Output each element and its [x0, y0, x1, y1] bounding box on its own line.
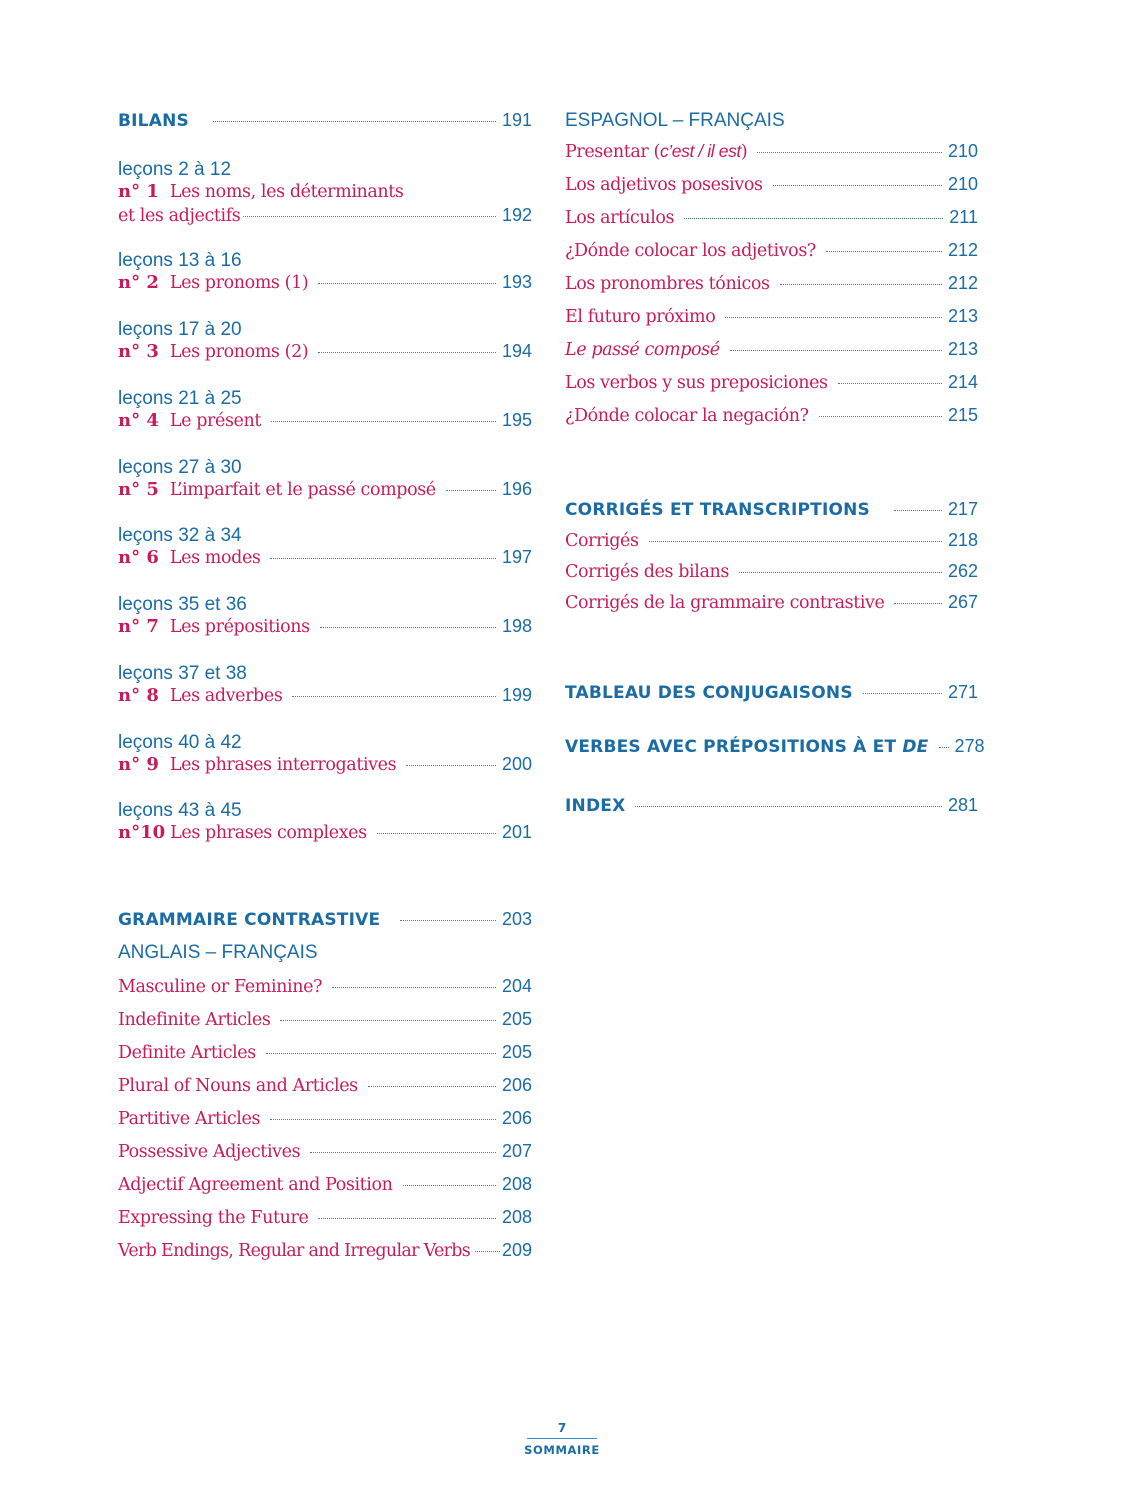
- page-number: 213: [947, 339, 978, 359]
- entry-label: Les noms, les déterminants: [169, 182, 404, 202]
- dot-leader: [757, 152, 942, 153]
- entry-label: Los pronombres tónicos: [565, 274, 770, 294]
- dot-leader: [318, 283, 496, 284]
- section-title: INDEX: [565, 796, 626, 816]
- page-number: 210: [947, 174, 978, 194]
- entry-label: Les pronoms (1): [169, 273, 309, 293]
- dot-leader: [400, 920, 496, 921]
- page-number: 212: [947, 240, 978, 260]
- entry-label: Expressing the Future: [118, 1208, 309, 1228]
- toc-entry[interactable]: [565, 561, 978, 592]
- entry-label: L’imparfait et le passé composé: [169, 480, 436, 500]
- page-number: 208: [501, 1207, 532, 1227]
- page-number: 281: [947, 795, 978, 815]
- toc-entry-bilan-4[interactable]: [118, 388, 532, 434]
- entry-label-text: ): [740, 142, 748, 162]
- section-title-italic: DE: [902, 737, 929, 757]
- entry-label: Les modes: [169, 548, 261, 568]
- dot-leader: [894, 510, 942, 511]
- toc-entry[interactable]: [118, 1207, 532, 1240]
- page-number: 214: [947, 372, 978, 392]
- lecons-range: leçons 43 à 45: [118, 800, 242, 821]
- dot-leader: [332, 987, 496, 988]
- entry-label-continued: et les adjectifs: [118, 206, 241, 226]
- bilan-number: n° 2: [118, 272, 159, 293]
- page-number: 191: [501, 110, 532, 130]
- page-number: 198: [501, 616, 532, 636]
- section-title: GRAMMAIRE CONTRASTIVE: [118, 910, 381, 930]
- entry-label: Los adjetivos posesivos: [565, 175, 763, 195]
- subsection-title: ANGLAIS – FRANÇAIS: [118, 942, 318, 963]
- lecons-range: leçons 13 à 16: [118, 250, 242, 271]
- toc-section-index[interactable]: [565, 795, 978, 828]
- toc-entry[interactable]: [565, 273, 978, 306]
- lecons-range: leçons 21 à 25: [118, 388, 242, 409]
- toc-entry[interactable]: [118, 1240, 532, 1273]
- lecons-range: leçons 27 à 30: [118, 457, 242, 478]
- page-number: 209: [501, 1240, 532, 1260]
- bilan-number: n° 4: [118, 410, 159, 431]
- page-number: 204: [501, 976, 532, 996]
- toc-section-bilans[interactable]: [118, 110, 532, 143]
- page-number: 208: [501, 1174, 532, 1194]
- dot-leader: [446, 490, 496, 491]
- dot-leader: [280, 1020, 496, 1021]
- entry-label: Le présent: [169, 411, 261, 431]
- dot-leader: [894, 603, 941, 604]
- page-number: 278: [954, 736, 985, 756]
- section-title-text: VERBES AVEC PRÉPOSITIONS À ET: [565, 737, 903, 757]
- toc-entry[interactable]: [118, 976, 532, 1009]
- entry-label: Les pronoms (2): [169, 342, 309, 362]
- bilan-number: n° 3: [118, 341, 159, 362]
- bilan-number: n°10: [118, 822, 166, 843]
- bilan-number: n° 5: [118, 479, 159, 500]
- bilan-number: n° 1: [118, 181, 159, 202]
- toc-entry-bilan-9[interactable]: [118, 732, 532, 778]
- toc-entry-bilan-5[interactable]: [118, 457, 532, 503]
- page-number: 215: [947, 405, 978, 425]
- page-number: 206: [501, 1075, 532, 1095]
- dot-leader: [838, 383, 942, 384]
- dot-leader: [475, 1251, 500, 1252]
- page-number: 271: [947, 682, 978, 702]
- dot-leader: [318, 1218, 496, 1219]
- dot-leader: [310, 1152, 496, 1153]
- entry-label: Corrigés: [565, 531, 639, 551]
- dot-leader: [292, 696, 496, 697]
- entry-label: Les phrases interrogatives: [169, 755, 397, 775]
- toc-entry[interactable]: [565, 405, 978, 438]
- lecons-range: leçons 2 à 12: [118, 159, 232, 180]
- toc-section-espagnol-francais: [565, 110, 978, 438]
- dot-leader: [318, 352, 496, 353]
- toc-entry[interactable]: [565, 530, 978, 561]
- page-number: 196: [501, 479, 532, 499]
- toc-entry[interactable]: [565, 306, 978, 339]
- entry-label: Le passé composé: [565, 340, 720, 360]
- entry-label: Adjectif Agreement and Position: [118, 1175, 393, 1195]
- section-title: BILANS: [118, 111, 189, 131]
- page-number: 207: [501, 1141, 532, 1161]
- section-heading[interactable]: [118, 909, 532, 942]
- toc-entry[interactable]: [565, 141, 978, 174]
- toc-entry[interactable]: [118, 1009, 532, 1042]
- page-number: 200: [501, 754, 532, 774]
- page-number: 267: [947, 592, 978, 612]
- bilan-number: n° 7: [118, 616, 159, 637]
- footer-divider: [527, 1438, 597, 1439]
- section-heading[interactable]: [565, 499, 978, 530]
- toc-entry[interactable]: [118, 1141, 532, 1174]
- entry-label: Verb Endings, Regular and Irregular Verbs: [118, 1241, 471, 1261]
- toc-entry-bilan-3[interactable]: [118, 319, 532, 365]
- subsection-title: ESPAGNOL – FRANÇAIS: [565, 110, 785, 131]
- page-number: 193: [501, 272, 532, 292]
- entry-label-text: Presentar (: [565, 142, 660, 162]
- lecons-range: leçons 17 à 20: [118, 319, 242, 340]
- dot-leader: [635, 806, 942, 807]
- entry-label: Corrigés de la grammaire contrastive: [565, 593, 885, 613]
- entry-label: ¿Dónde colocar la negación?: [565, 406, 809, 426]
- dot-leader: [939, 747, 949, 748]
- dot-leader: [243, 216, 496, 217]
- toc-section-grammaire-contrastive: [118, 909, 532, 1273]
- dot-leader: [725, 317, 942, 318]
- dot-leader: [739, 572, 942, 573]
- toc-entry[interactable]: [118, 1042, 532, 1075]
- dot-leader: [270, 558, 495, 559]
- dot-leader: [406, 765, 496, 766]
- dot-leader: [403, 1185, 496, 1186]
- dot-leader: [368, 1086, 496, 1087]
- toc-section-corriges: [565, 499, 978, 623]
- section-title: CORRIGÉS ET TRANSCRIPTIONS: [565, 500, 870, 520]
- entry-label: Les prépositions: [169, 617, 310, 637]
- toc-entry[interactable]: [565, 207, 978, 240]
- page-number: 195: [501, 410, 532, 430]
- dot-leader: [863, 693, 942, 694]
- entry-label: Partitive Articles: [118, 1109, 261, 1129]
- toc-entry[interactable]: [565, 372, 978, 405]
- toc-entry-bilan-7[interactable]: [118, 594, 532, 640]
- page-number: 213: [947, 306, 978, 326]
- page-number: 211: [949, 207, 978, 227]
- page-number: 192: [501, 205, 532, 225]
- page-number: 205: [501, 1009, 532, 1029]
- toc-entry-bilan-1[interactable]: [118, 159, 532, 229]
- lecons-range: leçons 37 et 38: [118, 663, 247, 684]
- toc-entry-bilan-8[interactable]: [118, 663, 532, 709]
- entry-label: Plural of Nouns and Articles: [118, 1076, 358, 1096]
- entry-label: Los artículos: [565, 208, 675, 228]
- bilan-number: n° 9: [118, 754, 159, 775]
- dot-leader: [266, 1053, 496, 1054]
- dot-leader: [649, 541, 942, 542]
- toc-section-tableau-conjugaisons[interactable]: [565, 682, 978, 715]
- toc-entry[interactable]: [118, 1075, 532, 1108]
- toc-entry[interactable]: [565, 339, 978, 372]
- toc-entry[interactable]: [565, 240, 978, 273]
- page-number: 218: [947, 530, 978, 550]
- entry-label: Possessive Adjectives: [118, 1142, 301, 1162]
- page-number: 217: [947, 499, 978, 519]
- lecons-range: leçons 35 et 36: [118, 594, 247, 615]
- bilan-number: n° 8: [118, 685, 159, 706]
- dot-leader: [819, 416, 942, 417]
- dot-leader: [684, 218, 943, 219]
- page-number: 201: [501, 822, 532, 842]
- toc-entry-bilan-10[interactable]: [118, 800, 532, 846]
- page-number-footer: 7: [557, 1421, 567, 1435]
- lecons-range: leçons 32 à 34: [118, 525, 242, 546]
- dot-leader: [271, 421, 496, 422]
- entry-label: El futuro próximo: [565, 307, 716, 327]
- page-number: 197: [501, 547, 532, 567]
- toc-entry[interactable]: [565, 174, 978, 207]
- dot-leader: [213, 121, 496, 122]
- entry-label: ¿Dónde colocar los adjetivos?: [565, 241, 816, 261]
- entry-label: Indefinite Articles: [118, 1010, 271, 1030]
- page-number: 203: [501, 909, 532, 929]
- bilan-number: n° 6: [118, 547, 159, 568]
- page-number: 206: [501, 1108, 532, 1128]
- page-number: 262: [947, 561, 978, 581]
- lecons-range: leçons 40 à 42: [118, 732, 242, 753]
- dot-leader: [773, 185, 942, 186]
- dot-leader: [826, 251, 942, 252]
- toc-entry[interactable]: [118, 1108, 532, 1141]
- dot-leader: [320, 627, 496, 628]
- section-title: [565, 737, 929, 757]
- entry-label: Masculine or Feminine?: [118, 977, 323, 997]
- entry-label: Les adverbes: [169, 686, 283, 706]
- toc-entry[interactable]: [565, 592, 978, 623]
- page-footer: [523, 1420, 601, 1457]
- dot-leader: [730, 350, 942, 351]
- entry-label: Les phrases complexes: [170, 823, 367, 843]
- dot-leader: [270, 1119, 496, 1120]
- toc-entry[interactable]: [118, 1174, 532, 1207]
- entry-label: Los verbos y sus preposiciones: [565, 373, 828, 393]
- toc-section-verbes-prepositions[interactable]: [565, 736, 985, 769]
- entry-label-italic: c’est / il est: [659, 141, 741, 161]
- dot-leader: [780, 284, 942, 285]
- toc-entry-bilan-6[interactable]: [118, 525, 532, 571]
- page-number: 205: [501, 1042, 532, 1062]
- page-number: 212: [947, 273, 978, 293]
- dot-leader: [377, 833, 496, 834]
- entry-label: Corrigés des bilans: [565, 562, 729, 582]
- page-number: 210: [947, 141, 978, 161]
- entry-label: [565, 141, 747, 162]
- footer-section-label: SOMMAIRE: [524, 1443, 600, 1457]
- entry-label: Definite Articles: [118, 1043, 256, 1063]
- section-title: TABLEAU DES CONJUGAISONS: [565, 683, 853, 703]
- page-number: 199: [501, 685, 532, 705]
- page-number: 194: [501, 341, 532, 361]
- toc-entry-bilan-2[interactable]: [118, 250, 532, 296]
